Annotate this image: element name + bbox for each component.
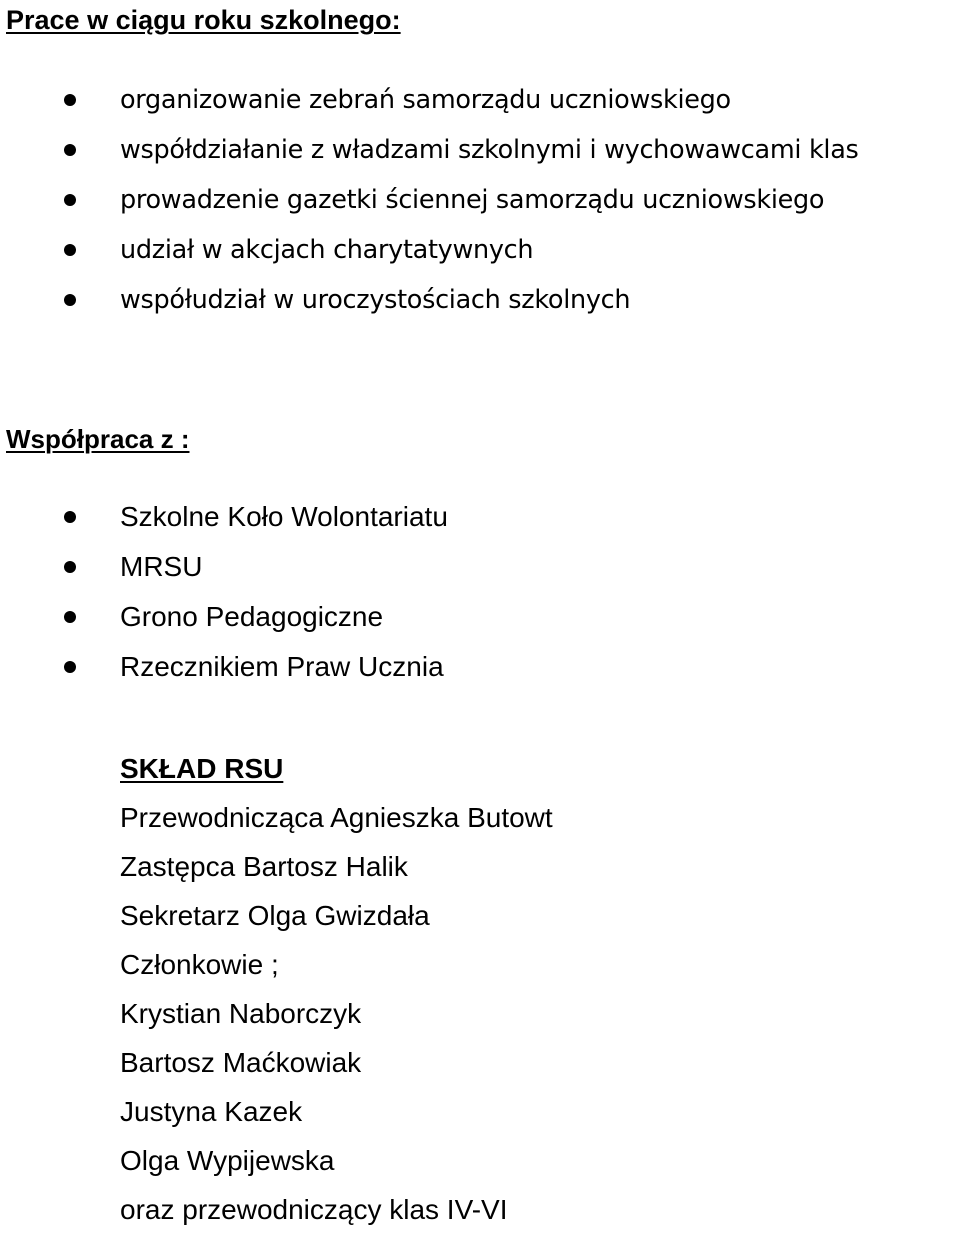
prace-list bbox=[0, 75, 960, 325]
bullet-icon bbox=[64, 194, 76, 206]
list-item-text: współdziałanie z władzami szkolnymi i wychowawcami klas bbox=[120, 135, 859, 165]
list-item-text: Rzecznikiem Praw Ucznia bbox=[120, 651, 444, 682]
member-line: Zastępca Bartosz Halik bbox=[120, 851, 408, 882]
member-line: Przewodnicząca Agnieszka Butowt bbox=[120, 802, 553, 833]
bullet-icon bbox=[64, 611, 76, 623]
list-item bbox=[0, 642, 960, 692]
bullet-icon bbox=[64, 144, 76, 156]
list-item bbox=[0, 75, 960, 125]
list-item-text: Grono Pedagogiczne bbox=[120, 601, 384, 632]
member-line: Krystian Naborczyk bbox=[120, 998, 362, 1029]
member-line: Sekretarz Olga Gwizdała bbox=[120, 900, 430, 931]
list-item bbox=[0, 175, 960, 225]
list-item-text: MRSU bbox=[120, 551, 203, 582]
bullet-icon bbox=[64, 561, 76, 573]
list-item-text: organizowanie zebrań samorządu uczniowskiego bbox=[120, 85, 731, 115]
bullet-icon bbox=[64, 94, 76, 106]
list-item bbox=[0, 225, 960, 275]
member-line: Członkowie ; bbox=[120, 949, 279, 980]
bullet-icon bbox=[64, 294, 76, 306]
sklad-section bbox=[120, 744, 553, 1234]
member-line: oraz przewodniczący klas IV-VI bbox=[120, 1194, 508, 1225]
list-item-text: udział w akcjach charytatywnych bbox=[120, 235, 534, 265]
list-item bbox=[0, 542, 960, 592]
section-heading-wspolpraca: Współpraca z : bbox=[6, 424, 190, 454]
bullet-icon bbox=[64, 661, 76, 673]
member-line: Justyna Kazek bbox=[120, 1096, 303, 1127]
member-line: Olga Wypijewska bbox=[120, 1145, 335, 1176]
list-item bbox=[0, 275, 960, 325]
list-item-text: Szkolne Koło Wolontariatu bbox=[120, 501, 448, 532]
bullet-icon bbox=[64, 244, 76, 256]
list-item-text: współudział w uroczystościach szkolnych bbox=[120, 285, 631, 315]
member-line: Bartosz Maćkowiak bbox=[120, 1047, 362, 1078]
wspolpraca-list bbox=[0, 492, 960, 692]
list-item bbox=[0, 125, 960, 175]
list-item-text: prowadzenie gazetki ściennej samorządu uczniowskiego bbox=[120, 185, 825, 215]
section-heading-prace: Prace w ciągu roku szkolnego: bbox=[6, 5, 401, 35]
section-heading-sklad: SKŁAD RSU bbox=[120, 753, 284, 784]
bullet-icon bbox=[64, 511, 76, 523]
sklad-members-list bbox=[120, 793, 553, 1234]
list-item bbox=[0, 492, 960, 542]
list-item bbox=[0, 592, 960, 642]
